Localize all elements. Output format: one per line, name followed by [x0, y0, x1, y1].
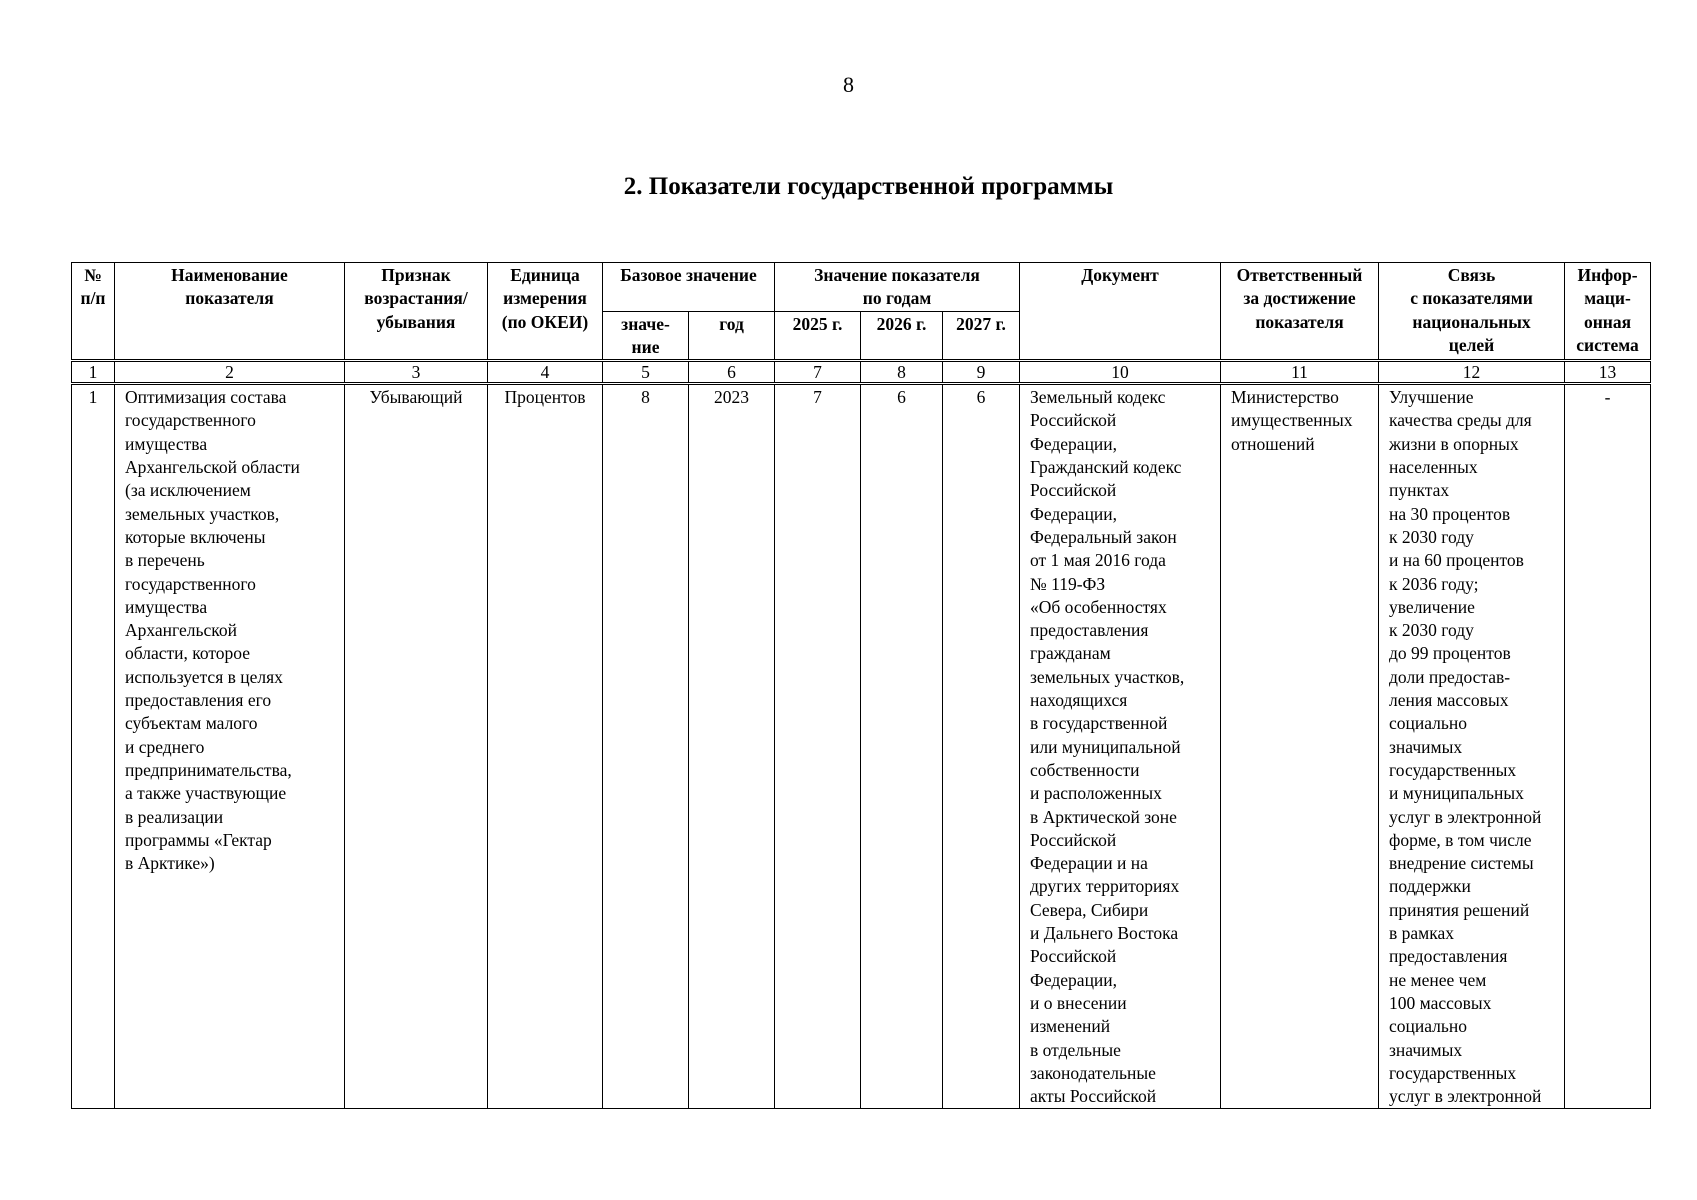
cell-info-system: - — [1565, 384, 1651, 1109]
cell-base-year: 2023 — [689, 384, 775, 1109]
header-indicator-name: Наименование показателя — [115, 263, 345, 361]
column-number: 8 — [861, 361, 943, 384]
cell-unit: Процентов — [488, 384, 603, 1109]
column-numbers-row — [72, 361, 1651, 384]
column-number: 13 — [1565, 361, 1651, 384]
section-title: 2. Показатели государственной программы — [623, 173, 1114, 200]
column-number: 11 — [1221, 361, 1379, 384]
column-number: 5 — [603, 361, 689, 384]
cell-value-2027: 6 — [943, 384, 1020, 1109]
table-row — [72, 384, 1651, 1109]
header-responsible: Ответственный за достижение показателя — [1221, 263, 1379, 361]
header-year-2025: 2025 г. — [775, 311, 861, 361]
column-number: 10 — [1020, 361, 1221, 384]
column-number: 4 — [488, 361, 603, 384]
cell-num: 1 — [72, 384, 115, 1109]
column-number: 7 — [775, 361, 861, 384]
cell-national-goals-link: Улучшение качества среды для жизни в опорных населенных пунктах на 30 процентов к 2030 году и на 60 процентов к 2036 году; увеличение к 2030 году до 99 процентов доли предостав- ления массовых социально значимых государственных и муниципальных услуг в электронной форме, в том числе внедрение системы поддержки принятия решений в рамках предоставления не менее чем 100 массовых социально значимых государственных услуг в электронной — [1379, 384, 1565, 1109]
header-document: Документ — [1020, 263, 1221, 361]
cell-value-2026: 6 — [861, 384, 943, 1109]
header-base-value: Базовое значение — [603, 263, 775, 312]
header-info-system: Инфор- маци- онная система — [1565, 263, 1651, 361]
header-num: № п/п — [72, 263, 115, 361]
header-base-value-year: год — [689, 311, 775, 361]
header-unit: Единица измерения (по ОКЕИ) — [488, 263, 603, 361]
indicators-table — [71, 262, 1651, 1109]
column-number: 3 — [345, 361, 488, 384]
table-header-row — [72, 263, 1651, 312]
header-values-by-year: Значение показателя по годам — [775, 263, 1020, 312]
column-number: 9 — [943, 361, 1020, 384]
cell-trend: Убывающий — [345, 384, 488, 1109]
cell-document: Земельный кодекс Российской Федерации, Гражданский кодекс Российской Федерации, Федеральный закон от 1 мая 2016 года № 119-ФЗ «Об особенностях предоставления гражданам земельных участков, находящихся в государственной или муниципальной собственности и расположенных в Арктической зоне Российской Федерации и на других территориях Севера, Сибири и Дальнего Востока Российской Федерации, и о внесении изменений в отдельные законодательные акты Российской — [1020, 384, 1221, 1109]
page-number: 8 — [843, 72, 854, 97]
column-number: 2 — [115, 361, 345, 384]
column-number: 1 — [72, 361, 115, 384]
cell-responsible: Министерство имущественных отношений — [1221, 384, 1379, 1109]
header-base-value-value: значе- ние — [603, 311, 689, 361]
cell-base-value: 8 — [603, 384, 689, 1109]
header-trend: Признак возрастания/ убывания — [345, 263, 488, 361]
column-number: 6 — [689, 361, 775, 384]
cell-indicator-name: Оптимизация состава государственного имущества Архангельской области (за исключением земельных участков, которые включены в перечень государственного имущества Архангельской области, которое используется в целях предоставления его субъектам малого и среднего предпринимательства, а также участвующие в реализации программы «Гектар в Арктике») — [115, 384, 345, 1109]
header-year-2027: 2027 г. — [943, 311, 1020, 361]
cell-value-2025: 7 — [775, 384, 861, 1109]
column-number: 12 — [1379, 361, 1565, 384]
header-year-2026: 2026 г. — [861, 311, 943, 361]
header-national-goals-link: Связь с показателями национальных целей — [1379, 263, 1565, 361]
